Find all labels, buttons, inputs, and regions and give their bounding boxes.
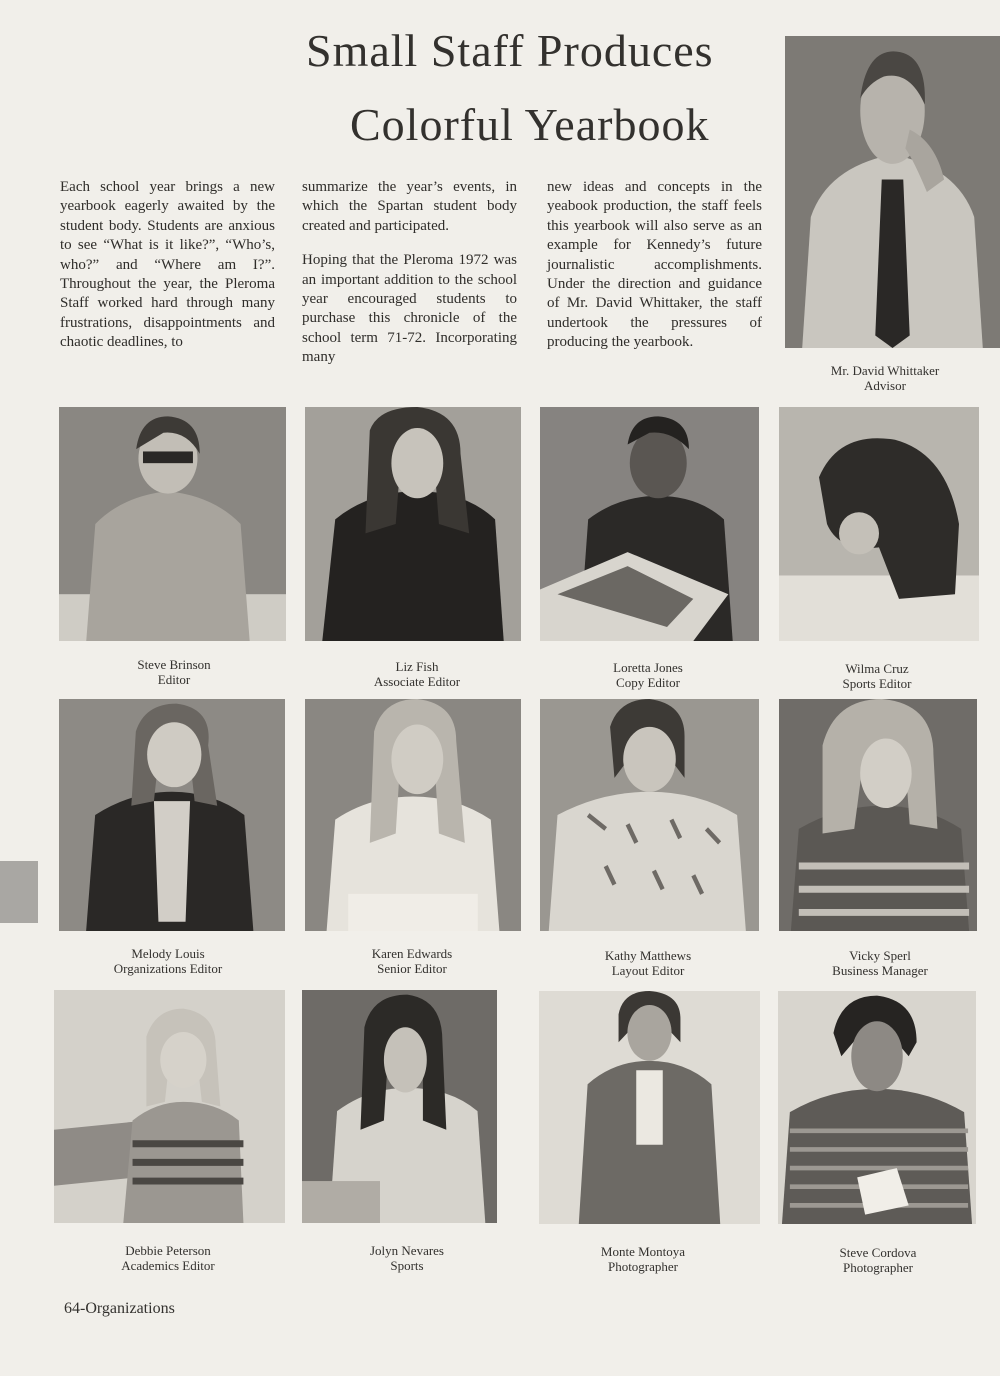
page-edge-tab xyxy=(0,861,38,923)
caption-name: Wilma Cruz xyxy=(845,661,909,676)
portrait-silhouette-icon xyxy=(302,990,497,1223)
caption-role: Sports xyxy=(390,1258,424,1273)
portrait-silhouette-icon xyxy=(778,991,976,1224)
caption-role: Editor xyxy=(157,672,191,687)
caption-role: Copy Editor xyxy=(616,675,680,690)
caption-name: Loretta Jones xyxy=(613,660,683,675)
caption-name: Steve Brinson xyxy=(137,657,211,672)
staff-caption xyxy=(780,948,980,978)
caption-role: Organizations Editor xyxy=(113,961,223,976)
staff-photo xyxy=(779,699,977,931)
portrait-silhouette-icon xyxy=(59,407,286,641)
staff-caption xyxy=(74,657,274,687)
staff-caption xyxy=(317,659,517,689)
staff-photo xyxy=(305,407,521,641)
caption-name: Monte Montoya xyxy=(600,1244,686,1259)
article-paragraph: Hoping that the Pleroma 1972 was an important addition to the school year encouraged students to purchase this chronicle of the school term 71-72. Incorporating many xyxy=(302,252,517,366)
staff-caption xyxy=(68,946,268,976)
portrait-silhouette-icon xyxy=(779,407,979,641)
article-paragraph: Each school year brings a new yearbook eagerly awaited by the student body. Students are anxious to see “What is it like?”, “Who’s, who?” and “Where am I?”. Throughout the year, the Pleroma Staff worked hard through many frustrations, disappointments and chaotic deadlines, to xyxy=(60,179,275,351)
staff-photo xyxy=(540,699,759,931)
article-paragraph: new ideas and concepts in the yeabook production, the staff feels this yearbook will also serve as an example for Kennedy’s future journalistic accomplishments. Under the direction and guidance of Mr. David Whittaker, the staff undertook the pressures of producing the yearbook. xyxy=(547,179,762,351)
headline-line-2: Colorful Yearbook xyxy=(350,99,710,150)
staff-photo xyxy=(302,990,497,1223)
caption-role: Senior Editor xyxy=(377,961,447,976)
advisor-caption xyxy=(785,363,985,393)
article-paragraph: summarize the year’s events, in which the Spartan student body created and participated. xyxy=(302,179,517,234)
staff-photo xyxy=(778,991,976,1224)
staff-caption xyxy=(777,661,977,691)
caption-name: Melody Louis xyxy=(131,946,205,961)
caption-role: Associate Editor xyxy=(373,674,461,689)
staff-caption xyxy=(307,1243,507,1273)
portrait-silhouette-icon xyxy=(540,699,759,931)
staff-caption xyxy=(778,1245,978,1275)
staff-caption xyxy=(68,1243,268,1273)
staff-caption xyxy=(548,660,748,690)
portrait-silhouette-icon xyxy=(54,990,285,1223)
staff-photo xyxy=(539,991,760,1224)
staff-photo xyxy=(59,407,286,641)
caption-name: Karen Edwards xyxy=(371,946,453,961)
staff-caption xyxy=(312,946,512,976)
caption-role: Layout Editor xyxy=(611,963,685,978)
page-folio: 64-Organizations xyxy=(64,1300,175,1317)
advisor-photo xyxy=(785,36,1000,348)
caption-role: Photographer xyxy=(842,1260,914,1275)
caption-role: Academics Editor xyxy=(121,1258,215,1273)
caption-name: Debbie Peterson xyxy=(125,1243,211,1258)
caption-role: Advisor xyxy=(864,378,906,393)
caption-role: Sports Editor xyxy=(842,676,912,691)
portrait-silhouette-icon xyxy=(779,699,977,931)
caption-role: Business Manager xyxy=(832,963,928,978)
caption-role: Photographer xyxy=(607,1259,679,1274)
portrait-silhouette-icon xyxy=(305,407,521,641)
article-column-2 xyxy=(302,178,517,383)
staff-caption xyxy=(548,948,748,978)
caption-name: Steve Cordova xyxy=(839,1245,917,1260)
portrait-silhouette-icon xyxy=(59,699,285,931)
article-column-1 xyxy=(60,178,275,368)
caption-name: Kathy Matthews xyxy=(604,948,692,963)
staff-photo xyxy=(540,407,759,641)
caption-name: Mr. David Whittaker xyxy=(830,363,940,378)
caption-name: Liz Fish xyxy=(395,659,439,674)
caption-name: Jolyn Nevares xyxy=(369,1243,444,1258)
portrait-silhouette-icon xyxy=(785,36,1000,348)
caption-name: Vicky Sperl xyxy=(849,948,911,963)
staff-photo xyxy=(305,699,521,931)
staff-photo xyxy=(59,699,285,931)
portrait-silhouette-icon xyxy=(540,407,759,641)
portrait-silhouette-icon xyxy=(305,699,521,931)
article-column-3 xyxy=(547,178,762,368)
staff-photo xyxy=(54,990,285,1223)
staff-photo xyxy=(779,407,979,641)
headline-line-1: Small Staff Produces xyxy=(306,25,714,76)
staff-caption xyxy=(543,1244,743,1274)
portrait-silhouette-icon xyxy=(539,991,760,1224)
